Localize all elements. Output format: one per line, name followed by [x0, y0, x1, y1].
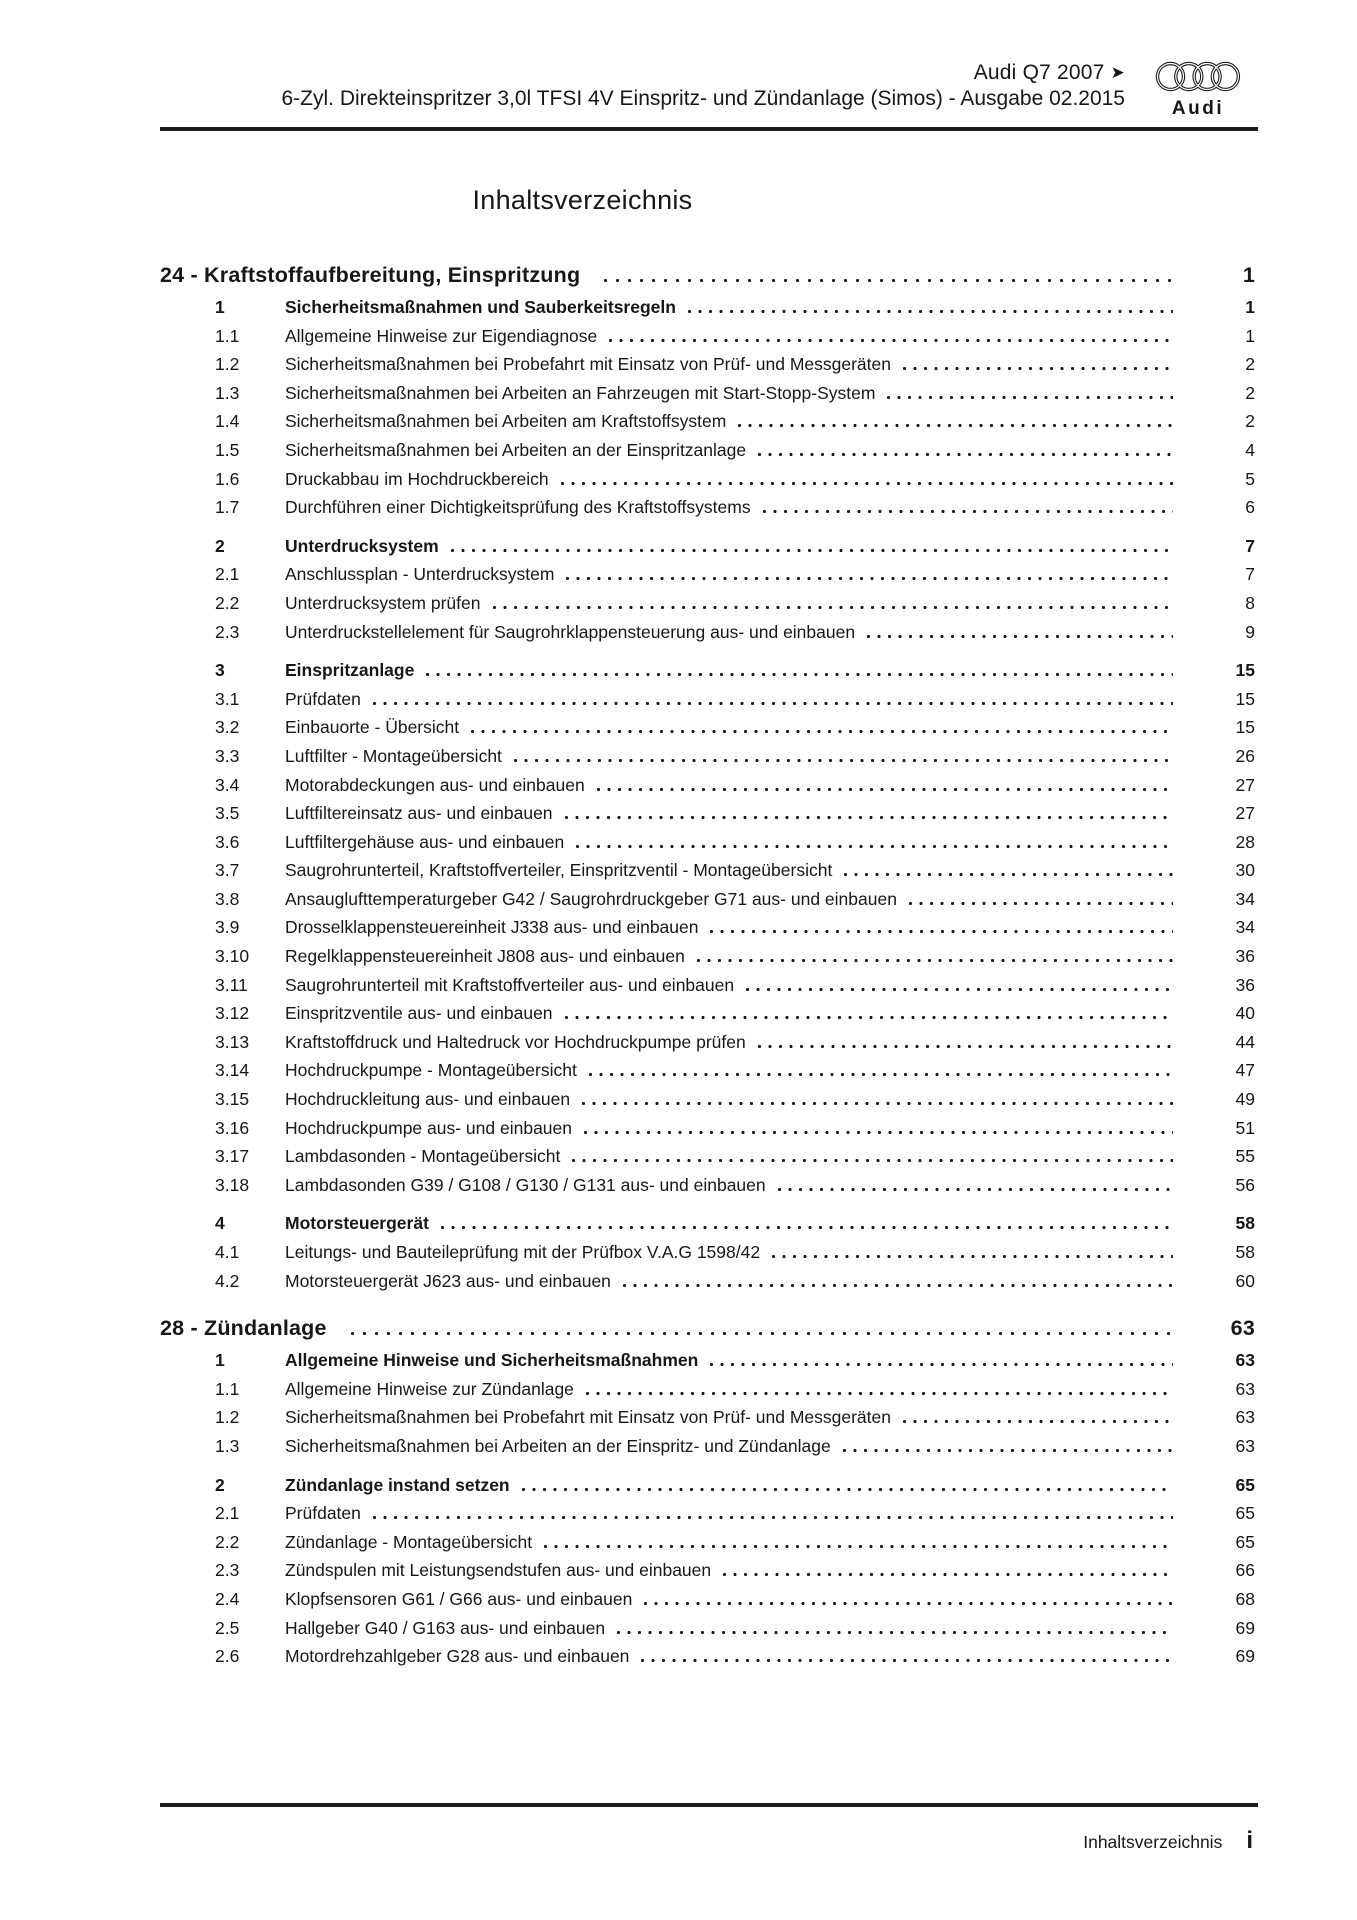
dot-leader [867, 635, 1173, 638]
toc-entry [160, 1085, 1255, 1114]
entry-title: Prüfdaten [285, 1503, 361, 1524]
dot-leader [604, 279, 1173, 282]
toc-entry [160, 407, 1255, 436]
entry-page-number: 27 [1235, 774, 1255, 795]
dot-leader [772, 1255, 1173, 1258]
entry-title: Sicherheitsmaßnahmen bei Arbeiten an Fahrzeugen mit Start-Stopp-System [285, 382, 876, 403]
entry-number: 1 [215, 1350, 225, 1371]
toc-entry [160, 1642, 1255, 1671]
toc-entry [160, 322, 1255, 351]
entry-title: Kraftstoffdruck und Haltedruck vor Hochdruckpumpe prüfen [285, 1031, 746, 1052]
footer-rule [160, 1803, 1258, 1807]
entry-title: Motordrehzahlgeber G28 aus- und einbauen [285, 1646, 630, 1667]
entry-title: Saugrohrunterteil mit Kraftstoffverteiler aus- und einbauen [285, 974, 735, 995]
entry-page-number: 4 [1245, 439, 1255, 460]
footer-label: Inhaltsverzeichnis [1083, 1832, 1223, 1852]
toc-entry [160, 1056, 1255, 1085]
dot-leader [586, 1392, 1173, 1395]
dot-leader [451, 549, 1173, 552]
entry-number: 4.1 [215, 1242, 240, 1262]
entry-number: 1 [215, 297, 225, 317]
entry-page-number: 40 [1235, 1003, 1255, 1024]
entry-number: 3.13 [215, 1031, 250, 1052]
entry-number: 1.2 [215, 354, 240, 375]
entry-number: 2.4 [215, 1588, 240, 1609]
entry-number: 2.2 [215, 592, 240, 613]
entry-title: Motorsteuergerät J623 aus- und einbauen [285, 1270, 611, 1291]
entry-title: Druckabbau im Hochdruckbereich [285, 468, 549, 489]
toc-entry [160, 1171, 1255, 1200]
entry-page-number: 15 [1235, 717, 1255, 738]
toc-entry [160, 856, 1255, 885]
entry-number: 1.1 [215, 1378, 240, 1399]
dot-leader [609, 339, 1173, 342]
dot-leader [844, 873, 1173, 876]
entry-number: 1.1 [215, 325, 240, 346]
entry-title: Zündspulen mit Leistungsendstufen aus- und einbauen [285, 1560, 712, 1581]
dot-leader [576, 845, 1173, 848]
entry-page-number: 49 [1235, 1089, 1255, 1110]
dot-leader [522, 1488, 1173, 1491]
entry-title: Allgemeine Hinweise zur Eigendiagnose [285, 325, 598, 346]
entry-number: 3.1 [215, 688, 240, 709]
entry-title: Leitungs- und Bauteileprüfung mit der Prüfbox V.A.G 1598/42 [285, 1242, 761, 1262]
model-label: Audi Q7 2007 [973, 61, 1105, 84]
entry-number: 3.15 [215, 1089, 250, 1110]
entry-page-number: 63 [1235, 1407, 1255, 1428]
entry-number: 3 [215, 660, 225, 681]
entry-page-number: 34 [1235, 917, 1255, 938]
entry-page-number: 1 [1245, 297, 1255, 317]
toc-entry [160, 293, 1255, 322]
toc-entry [160, 1375, 1255, 1404]
entry-title: Hochdruckpumpe aus- und einbauen [285, 1117, 572, 1138]
entry-number: 3.9 [215, 917, 240, 938]
toc-entry [160, 828, 1255, 857]
entry-number: 3.6 [215, 831, 240, 852]
entry-number: 1.2 [215, 1407, 240, 1428]
dot-leader [909, 902, 1173, 905]
entry-number: 2.3 [215, 621, 240, 642]
entry-number: 1.3 [215, 1435, 240, 1456]
dot-leader [493, 606, 1174, 609]
toc-entry [160, 713, 1255, 742]
entry-page-number: 66 [1235, 1560, 1255, 1581]
entry-title: Zündanlage instand setzen [285, 1474, 510, 1495]
dot-leader [617, 1631, 1173, 1634]
entry-title: Anschlussplan - Unterdrucksystem [285, 564, 555, 585]
dot-leader [758, 1045, 1173, 1048]
entry-title: Sicherheitsmaßnahmen bei Arbeiten am Kraftstoffsystem [285, 411, 727, 432]
toc-entry [160, 913, 1255, 942]
dot-leader [544, 1545, 1173, 1548]
entry-title: Prüfdaten [285, 688, 361, 709]
entry-number: 2.5 [215, 1617, 240, 1638]
dot-leader [373, 1516, 1173, 1519]
toc-entry [160, 685, 1255, 714]
entry-number: 2.3 [215, 1560, 240, 1581]
entry-page-number: 65 [1235, 1474, 1255, 1495]
entry-number: 3.18 [215, 1174, 250, 1195]
page-footer [1083, 1827, 1253, 1855]
entry-title: Hochdruckleitung aus- und einbauen [285, 1089, 571, 1110]
entry-page-number: 68 [1235, 1588, 1255, 1609]
page-title: Inhaltsverzeichnis [472, 185, 693, 215]
dot-leader [584, 1131, 1173, 1134]
dot-leader [565, 1016, 1173, 1019]
entry-number: 2.6 [215, 1646, 240, 1667]
toc-entry [160, 1346, 1255, 1375]
toc-entry [160, 1209, 1255, 1238]
entry-page-number: 27 [1235, 803, 1255, 824]
entry-page-number: 15 [1235, 688, 1255, 709]
dot-leader [887, 396, 1173, 399]
toc-entry [160, 799, 1255, 828]
chapter-label: 28 - Zündanlage [160, 1316, 327, 1341]
header-text [281, 60, 1125, 111]
entry-number: 3.10 [215, 946, 250, 967]
dot-leader [738, 424, 1173, 427]
entry-page-number: 7 [1245, 535, 1255, 556]
entry-title: Allgemeine Hinweise zur Zündanlage [285, 1378, 574, 1399]
entry-number: 3.5 [215, 803, 240, 824]
entry-number: 3.11 [215, 974, 248, 995]
entry-title: Hallgeber G40 / G163 aus- und einbauen [285, 1617, 606, 1638]
entry-page-number: 63 [1235, 1350, 1255, 1371]
entry-title: Sicherheitsmaßnahmen bei Probefahrt mit Einsatz von Prüf- und Messgeräten [285, 1407, 891, 1428]
chapter-label: 24 - Kraftstoffaufbereitung, Einspritzung [160, 263, 581, 287]
dot-leader [763, 510, 1173, 513]
toc-entry [160, 379, 1255, 408]
entry-page-number: 60 [1235, 1270, 1255, 1291]
entry-number: 1.6 [215, 468, 240, 489]
manual-subtitle: 6-Zyl. Direkteinspritzer 3,0l TFSI 4V Einspritz- und Zündanlage (Simos) - Ausgabe 02.2015 [281, 87, 1125, 110]
entry-title: Lambdasonden G39 / G108 / G130 / G131 aus- und einbauen [285, 1174, 766, 1195]
entry-page-number: 63 [1235, 1435, 1255, 1456]
entry-title: Sicherheitsmaßnahmen bei Arbeiten an der Einspritz- und Zündanlage [285, 1435, 831, 1456]
entry-number: 3.12 [215, 1003, 250, 1024]
chapter-heading [160, 260, 1255, 290]
entry-number: 1.5 [215, 439, 240, 460]
entry-number: 3.4 [215, 774, 240, 795]
toc-entry [160, 1403, 1255, 1432]
toc-entry [160, 1142, 1255, 1171]
entry-page-number: 7 [1245, 564, 1255, 585]
entry-number: 3.17 [215, 1146, 250, 1167]
brand-block [1155, 60, 1241, 120]
entry-title: Unterdruckstellelement für Saugrohrklappensteuerung aus- und einbauen [285, 621, 856, 642]
entry-title: Luftfiltergehäuse aus- und einbauen [285, 831, 565, 852]
toc-entry [160, 1614, 1255, 1643]
dot-leader [778, 1188, 1173, 1191]
toc-entry [160, 1585, 1255, 1614]
entry-title: Sicherheitsmaßnahmen bei Probefahrt mit Einsatz von Prüf- und Messgeräten [285, 354, 891, 375]
toc-entry [160, 1471, 1255, 1500]
entry-page-number: 2 [1245, 382, 1255, 403]
entry-title: Einbauorte - Übersicht [285, 717, 460, 738]
entry-number: 3.3 [215, 745, 240, 766]
entry-number: 3.7 [215, 860, 240, 881]
toc-entry [160, 1267, 1255, 1296]
dot-leader [623, 1284, 1173, 1287]
entry-title: Regelklappensteuereinheit J808 aus- und einbauen [285, 946, 685, 967]
dot-leader [746, 988, 1173, 991]
dot-leader [644, 1602, 1173, 1605]
toc-entry [160, 560, 1255, 589]
toc [160, 260, 1255, 1671]
entry-title: Drosselklappensteuereinheit J338 aus- und einbauen [285, 917, 699, 938]
toc-entry [160, 1432, 1255, 1461]
entry-number: 1.3 [215, 382, 240, 403]
entry-page-number: 47 [1235, 1060, 1255, 1081]
dot-leader [351, 1332, 1173, 1335]
entry-page-number: 30 [1235, 860, 1255, 881]
footer-page-number: i [1246, 1827, 1253, 1854]
dot-leader [566, 577, 1173, 580]
entry-title: Luftfilter - Montageübersicht [285, 745, 502, 766]
entry-number: 2.1 [215, 564, 240, 585]
entry-title: Einspritzventile aus- und einbauen [285, 1003, 553, 1024]
toc-entry [160, 942, 1255, 971]
dot-leader [441, 1226, 1173, 1229]
dot-leader [426, 673, 1173, 676]
entry-title: Sicherheitsmaßnahmen und Sauberkeitsregeln [285, 297, 676, 317]
chapter-page-number: 63 [1230, 1316, 1255, 1341]
entry-number: 2.1 [215, 1503, 240, 1524]
entry-number: 2 [215, 1474, 225, 1495]
entry-number: 3.2 [215, 717, 240, 738]
toc-entry [160, 999, 1255, 1028]
toc-entry [160, 1528, 1255, 1557]
dot-leader [373, 702, 1173, 705]
entry-number: 2 [215, 535, 225, 556]
chapter-page-number: 1 [1242, 263, 1255, 287]
entry-title: Unterdrucksystem prüfen [285, 592, 481, 613]
toc-entry [160, 1028, 1255, 1057]
dot-leader [710, 1363, 1173, 1366]
entry-page-number: 55 [1235, 1146, 1255, 1167]
entry-title: Luftfiltereinsatz aus- und einbauen [285, 803, 553, 824]
entry-title: Lambdasonden - Montageübersicht [285, 1146, 561, 1167]
entry-page-number: 8 [1245, 592, 1255, 613]
dot-leader [903, 367, 1173, 370]
entry-title: Klopfsensoren G61 / G66 aus- und einbauen [285, 1588, 633, 1609]
entry-number: 3.16 [215, 1117, 250, 1138]
toc-entry [160, 1556, 1255, 1585]
entry-title: Hochdruckpumpe - Montageübersicht [285, 1060, 577, 1081]
toc-entry [160, 1238, 1255, 1267]
entry-page-number: 44 [1235, 1031, 1255, 1052]
toc-entry [160, 618, 1255, 647]
dot-leader [565, 816, 1173, 819]
toc-entry [160, 532, 1255, 561]
entry-page-number: 69 [1235, 1646, 1255, 1667]
model-line [281, 60, 1125, 86]
entry-page-number: 36 [1235, 946, 1255, 967]
dot-leader [582, 1102, 1173, 1105]
audi-rings-logo [1155, 60, 1241, 93]
entry-number: 3.8 [215, 888, 240, 909]
toc-entry [160, 589, 1255, 618]
entry-title: Einspritzanlage [285, 660, 415, 681]
entry-page-number: 65 [1235, 1531, 1255, 1552]
header-rule [160, 127, 1258, 131]
dot-leader [641, 1659, 1173, 1662]
dot-leader [688, 310, 1173, 313]
dot-leader [758, 453, 1173, 456]
forward-arrow-icon: ➤ [1110, 63, 1125, 82]
entry-number: 4 [215, 1213, 225, 1234]
dot-leader [471, 730, 1173, 733]
entry-number: 3.14 [215, 1060, 250, 1081]
toc-entry [160, 1499, 1255, 1528]
entry-title: Allgemeine Hinweise und Sicherheitsmaßnahmen [285, 1350, 699, 1371]
entry-title: Ansauglufttemperaturgeber G42 / Saugrohrdruckgeber G71 aus- und einbauen [285, 888, 897, 909]
toc-entry [160, 971, 1255, 1000]
dot-leader [514, 759, 1173, 762]
dot-leader [589, 1073, 1173, 1076]
entry-title: Motorabdeckungen aus- und einbauen [285, 774, 585, 795]
entry-page-number: 5 [1245, 468, 1255, 489]
entry-page-number: 34 [1235, 888, 1255, 909]
page-header [160, 60, 1255, 120]
entry-title: Zündanlage - Montageübersicht [285, 1531, 533, 1552]
entry-page-number: 9 [1245, 621, 1255, 642]
dot-leader [572, 1159, 1173, 1162]
entry-page-number: 69 [1235, 1617, 1255, 1638]
dot-leader [843, 1449, 1173, 1452]
entry-page-number: 51 [1235, 1117, 1255, 1138]
entry-page-number: 6 [1245, 497, 1255, 518]
entry-title: Sicherheitsmaßnahmen bei Arbeiten an der Einspritzanlage [285, 439, 747, 460]
entry-page-number: 28 [1235, 831, 1255, 852]
toc-entry [160, 885, 1255, 914]
toc-entry [160, 1114, 1255, 1143]
entry-page-number: 1 [1245, 325, 1255, 346]
dot-leader [697, 959, 1173, 962]
toc-entry [160, 771, 1255, 800]
entry-title: Motorsteuergerät [285, 1213, 429, 1234]
entry-page-number: 65 [1235, 1503, 1255, 1524]
toc-entry [160, 493, 1255, 522]
dot-leader [903, 1420, 1173, 1423]
entry-page-number: 2 [1245, 354, 1255, 375]
entry-number: 1.7 [215, 497, 240, 518]
toc-entry [160, 742, 1255, 771]
entry-page-number: 63 [1235, 1378, 1255, 1399]
entry-title: Durchführen einer Dichtigkeitsprüfung des Kraftstoffsystems [285, 497, 751, 518]
toc-entry [160, 350, 1255, 379]
dot-leader [710, 930, 1173, 933]
toc-entry [160, 436, 1255, 465]
entry-title: Unterdrucksystem [285, 535, 439, 556]
entry-number: 1.4 [215, 411, 240, 432]
dot-leader [561, 482, 1173, 485]
dot-leader [723, 1573, 1173, 1576]
entry-page-number: 58 [1235, 1213, 1255, 1234]
entry-number: 2.2 [215, 1531, 240, 1552]
toc-entry [160, 465, 1255, 494]
entry-page-number: 36 [1235, 974, 1255, 995]
entry-page-number: 15 [1235, 660, 1255, 681]
toc-entry [160, 656, 1255, 685]
dot-leader [597, 788, 1173, 791]
audi-wordmark: Audi [1171, 98, 1225, 119]
entry-page-number: 56 [1235, 1174, 1255, 1195]
entry-title: Saugrohrunterteil, Kraftstoffverteiler, Einspritzventil - Montageübersicht [285, 860, 833, 881]
entry-page-number: 58 [1235, 1242, 1255, 1262]
chapter-heading [160, 1313, 1255, 1343]
entry-number: 4.2 [215, 1270, 240, 1291]
entry-page-number: 2 [1245, 411, 1255, 432]
entry-page-number: 26 [1235, 745, 1255, 766]
